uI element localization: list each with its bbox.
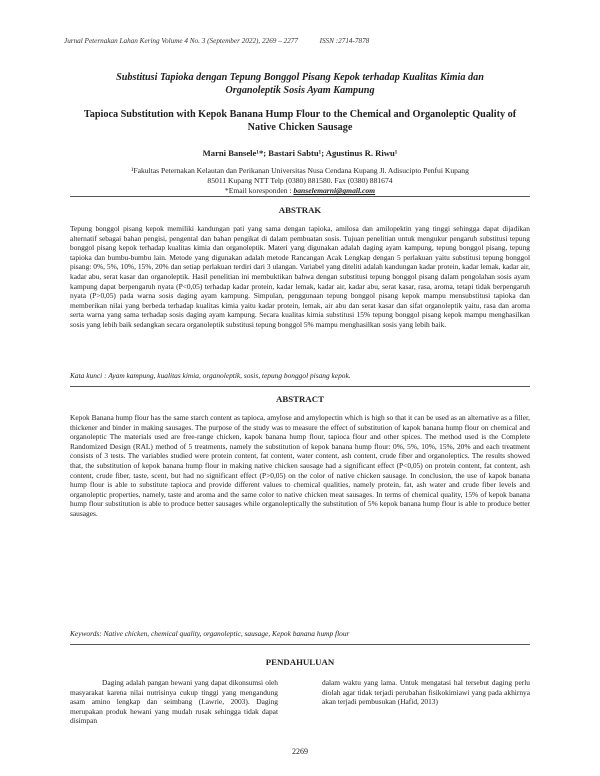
title-indonesian xyxy=(70,71,530,97)
divider-middle xyxy=(70,386,530,387)
abstrak-body: Tepung bonggol pisang kepok memiliki kandungan pati yang sama dengan tapioka, amilosa dan amilopektin yang tinggi sehingga dapat dijadikan alternatif sebagai bahan pengisi, pengental dan bahan pengikat di dalam pembuatan sosis. Tujuan penelitian untuk mengukur pengaruh substitusi tepung bonggol pisang kepok terhadap kualitas kimia dan organoleptik. Materi yang digunakan adalah daging ayam kampung, tepung bonggol pisang, tepung tapioka dan bumbu-bumbu lain. Metode yang digunakan adalah metode Rancangan Acak Lengkap dengan 5 perlakuan yaitu substitusi tepung bonggol pisang: 0%, 5%, 10%, 15%, 20% dan setiap perlakuan terdiri dari 3 ulangan. Variabel yang diteliti adalah kandungan kadar protein, kadar lemak, kadar air, kadar abu, serat kasar dan organoleptik. Hasil penelitian ini membuktikan bahwa dengan substitusi tepung bonggol pisang dalam pengolahan sosis ayam kampung dapat berpengaruh nyata (P<0,05) terhadap kadar protein, kadar lemak, kadar air, kadar abu, serat kasar, rasa, aroma, tetapi tidak berpengaruh nyata (P>0,05) pada warna sosis daging ayam kampung. Simpulan, penggunaan tepung bonggol pisang kepok mampu mensubstitusi tapioka dan memberikan nilai yang berbeda terhadap kualitas kimia yaitu kadar protein, lemak, air abu dan serat kasar dan sifat organoleptik yaitu, rasa dan aroma serta warna yang sama terhadap sosis daging ayam kampung. Secara kualitas kimia substitusi 15% tepung bonggol pisang kepok mampu menghasilkan sosis yang lebih baik sedangkan secara organoleptik substitusi tepung bonggol 5% mampu menghasilkan sosis yang lebih baik. xyxy=(70,224,530,329)
affiliation-line1: ¹Fakultas Peternakan Kelautan dan Perikanan Universitas Nusa Cendana Kupang Jl. Adisucipto Penfui Kupang xyxy=(131,166,469,175)
email-link[interactable]: banselemarni@gmail.com xyxy=(293,186,376,196)
email-prefix: *Email koresponden : xyxy=(224,186,294,196)
title-indonesian-line1: Substitusi Tapioka dengan Tepung Bonggol Pisang Kepok terhadap Kualitas Kimia dan xyxy=(116,72,484,83)
issn: ISSN :2714-7878 xyxy=(319,37,370,45)
pendahuluan-text-left: Daging adalah pangan hewani yang dapat dikonsumsi oleh masyarakat karena nilai nutrisinya cukup tinggi yang mengandung asam amino lengkap dan seimbang (Lawrie, 2003). Daging merupakan produk hewani yang mudah rusak sehingga tidak dapat disimpan xyxy=(70,678,278,726)
affiliation-line2: 85011 Kupang NTT Telp (0380) 881580. Fax (0380) 881674 xyxy=(207,176,393,186)
abstract-body: Kepok Banana hump flour has the same starch content as tapioca, amylose and amylopectin which is high so that it can be used as an alternative as a filler, thickener and binder in making sausages. The purpose of the study was to measure the effect of substitution of kapok banana hump flour on chemical and organoleptic The materials used are free-range chicken, kapok banana hump flour, tapioca flour and other spices. The method used is the Complete Randomized Design (RAL) method of 5 treatments, namely the substitution of kepok banana hump flour: 0%, 5%, 10%, 15%, 20% and each treatment consists of 3 tests. The variables studied were protein content, fat content, water content, ash content, crude fiber and organoleptics. The results showed that, the substitution of kepok banana hump flour in making native chicken sausage had a significant effect (P<0,05) on protein content, fat content, ash content, crude fiber, taste, scent, but had no significant effect (P>0,05) on the color of native chicken sausage. In conclusion, the use of kapok banana hump flour is able to substitute tapioca and provide different values to chemical qualities, namely protein, fat, ash water and crude fiber levels and organoleptic properties, namely, taste and aroma and the same color to native chicken meat sausages. In terms of chemical quality, 15% of kepok banana hump flour substitution is able to produce better sausages while organoleptically the substitution of 5% kepok banana hump flour is able to produce better sausages. xyxy=(70,413,530,518)
running-header xyxy=(64,37,544,45)
pendahuluan-column-left xyxy=(70,678,278,726)
divider-top xyxy=(70,196,530,197)
title-indonesian-line2: Organoleptik Sosis Ayam Kampung xyxy=(225,85,375,96)
title-english-line2: Native Chicken Sausage xyxy=(247,122,353,133)
abstract-keywords: Keywords: Native chicken, chemical quality, organoleptic, sausage, Kepok banana hump flour xyxy=(70,629,350,638)
pendahuluan-heading: PENDAHULUAN xyxy=(265,657,335,667)
title-english xyxy=(70,108,530,134)
author-list: Marni Bansele¹*; Bastari Sabtu¹; Agustinus R. Riwu¹ xyxy=(202,148,398,158)
page-number: 2269 xyxy=(292,747,308,756)
pendahuluan-column-right xyxy=(322,678,530,707)
abstrak-heading: ABSTRAK xyxy=(278,205,322,215)
divider-bottom xyxy=(70,644,530,645)
title-english-line1: Tapioca Substitution with Kepok Banana Hump Flour to the Chemical and Organoleptic Quality of xyxy=(83,109,517,120)
pendahuluan-text-right: dalam waktu yang lama. Untuk mengatasi hal tersebut daging perlu diolah agar tidak terjadi perubahan fisikokimiawi yang pada akhirnya akan terjadi pembusukan (Hafid, 2013) xyxy=(322,678,530,707)
journal-citation: Jurnal Peternakan Lahan Kering Volume 4 No. 3 (September 2022), 2269 – 2277 xyxy=(64,37,298,45)
abstract-heading: ABSTRACT xyxy=(276,394,324,404)
affiliation xyxy=(60,166,540,197)
abstrak-keywords: Kata kunci : Ayam kampung, kualitas kimia, organoleptik, sosis, tepung bonggol pisang kepok. xyxy=(70,371,351,380)
